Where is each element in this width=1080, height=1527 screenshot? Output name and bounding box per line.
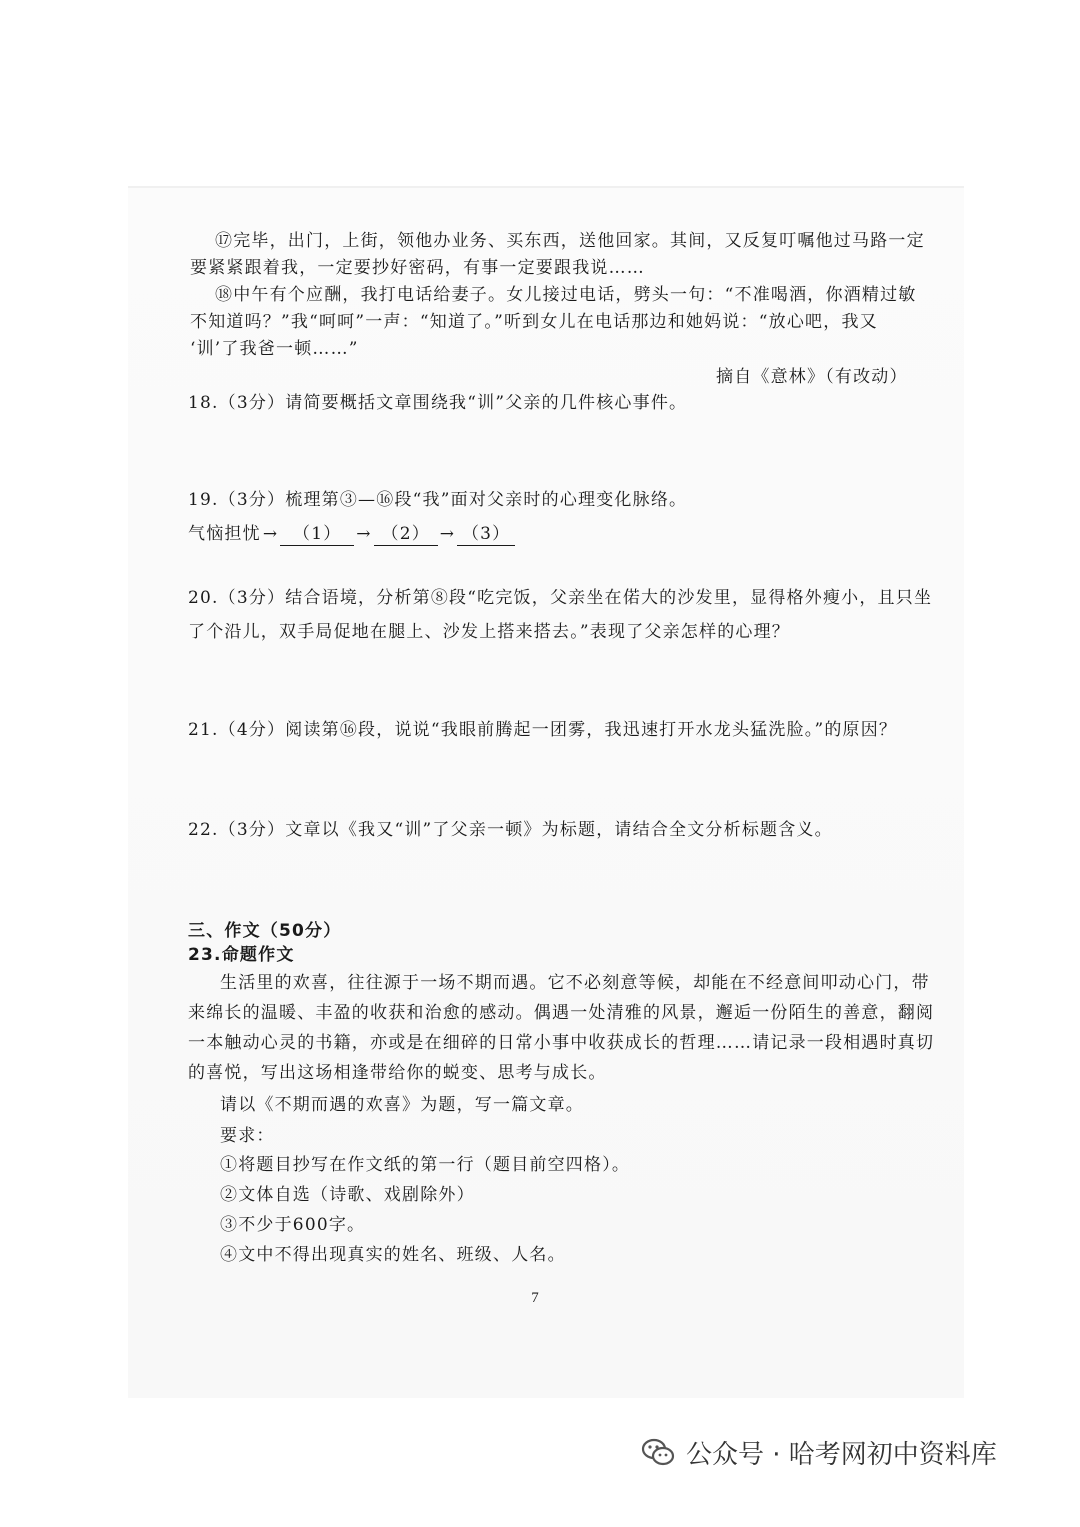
requirement-1: ①将题目抄写在作文纸的第一行（题目前空四格）。 bbox=[220, 1155, 631, 1175]
paragraph-18-line-1: ⑱中午有个应酬，我打电话给妻子。女儿接过电话，劈头一句：“不准喝酒，你酒精过敏 bbox=[215, 285, 917, 305]
question-20-line-2: 了个沿儿，双手局促地在腿上、沙发上搭来搭去。”表现了父亲怎样的心理？ bbox=[188, 622, 790, 642]
prompt-line-2: 来绵长的温暖、丰盈的收获和治愈的感动。偶遇一处清雅的风景，邂逅一份陌生的善意，翻阅 bbox=[188, 1003, 935, 1023]
prompt-line-3: 一本触动心灵的书籍，亦或是在细碎的日常小事中收获成长的哲理……请记录一段相遇时真切 bbox=[188, 1033, 935, 1053]
requirement-3: ③不少于600字。 bbox=[220, 1215, 366, 1235]
prompt-line-4: 的喜悦，写出这场相逢带给你的蜕变、思考与成长。 bbox=[188, 1063, 607, 1083]
paragraph-17-line-2: 要紧紧跟着我，一定要抄好密码，有事一定要跟我说…… bbox=[190, 258, 645, 278]
question-23-title: 23.命题作文 bbox=[188, 945, 295, 965]
watermark-text: 公众号 · 哈考网初中资料库 bbox=[686, 1439, 997, 1470]
question-22: 22.（3分）文章以《我又“训”了父亲一顿》为标题，请结合全文分析标题含义。 bbox=[188, 820, 833, 840]
question-19: 19.（3分）梳理第③—⑯段“我”面对父亲时的心理变化脉络。 bbox=[188, 490, 688, 510]
answer-blank-3[interactable]: （3） bbox=[457, 523, 515, 546]
page-number: 7 bbox=[531, 1290, 539, 1306]
paragraph-18-line-2: 不知道吗？”我“呵呵”一声：“知道了。”听到女儿在电话那边和她妈说：“放心吧，我又 bbox=[190, 312, 878, 332]
paragraph-17-line-1: ⑰完毕，出门，上街，领他办业务、买东西，送他回家。其间，又反复叮嘱他过马路一定 bbox=[215, 231, 925, 251]
paragraph-18-line-3: ‘训’了我爸一顿……” bbox=[190, 339, 359, 359]
arrow-icon: → bbox=[262, 524, 279, 544]
passage-source: 摘自《意林》（有改动） bbox=[716, 367, 908, 387]
question-19-chain bbox=[188, 522, 515, 546]
wechat-icon bbox=[640, 1434, 676, 1470]
chain-start: 气恼担忧 bbox=[188, 524, 261, 544]
arrow-icon: → bbox=[356, 524, 372, 544]
question-18: 18.（3分）请简要概括文章围绕我“训”父亲的几件核心事件。 bbox=[188, 393, 688, 413]
watermark bbox=[640, 1432, 997, 1472]
question-21: 21.（4分）阅读第⑯段，说说“我眼前腾起一团雾，我迅速打开水龙头猛洗脸。”的原因？ bbox=[188, 720, 898, 740]
requirements-label: 要求： bbox=[220, 1126, 275, 1146]
requirement-4: ④文中不得出现真实的姓名、班级、人名。 bbox=[220, 1245, 566, 1265]
answer-blank-2[interactable]: （2） bbox=[374, 523, 438, 546]
requirement-2: ②文体自选（诗歌、戏剧除外） bbox=[220, 1185, 475, 1205]
topic-line: 请以《不期而遇的欢喜》为题，写一篇文章。 bbox=[220, 1095, 584, 1115]
section-title-composition: 三、作文（50分） bbox=[188, 921, 342, 941]
arrow-icon: → bbox=[439, 524, 456, 544]
question-20-line-1: 20.（3分）结合语境，分析第⑧段“吃完饭，父亲坐在偌大的沙发里，显得格外瘦小，且只坐 bbox=[188, 588, 933, 608]
answer-blank-1[interactable]: （1） bbox=[280, 523, 354, 546]
prompt-line-1: 生活里的欢喜，往往源于一场不期而遇。它不必刻意等候，却能在不经意间叩动心门，带 bbox=[220, 973, 930, 993]
